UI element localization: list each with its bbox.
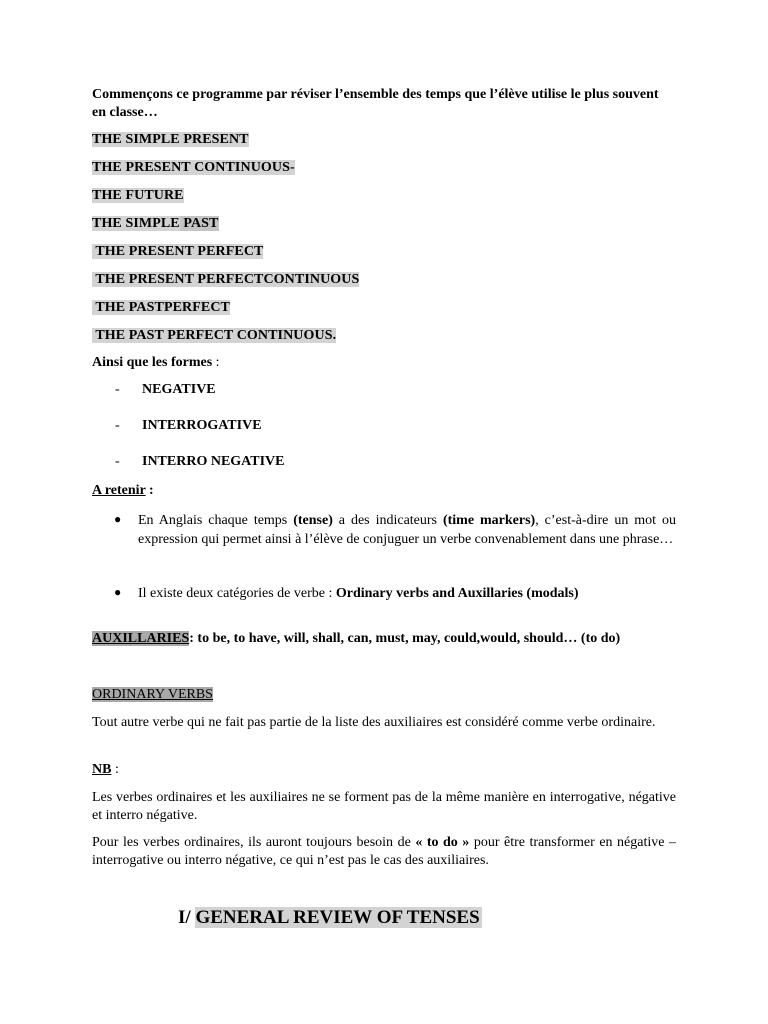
tense-simple-present: THE SIMPLE PRESENT bbox=[92, 132, 249, 147]
bullet-dot: ● bbox=[114, 512, 122, 526]
forms-label: Ainsi que les formes : bbox=[92, 355, 220, 370]
intro-paragraph: Commençons ce programme par réviser l’ensemble des temps que l’élève utilise le plus souvent en classe… bbox=[92, 87, 659, 120]
formation-paragraph: Les verbes ordinaires et les auxiliaires ne se forment pas de la même manière en interrogative, négative et interro négative. bbox=[92, 790, 676, 823]
tense-present-perfect-continuous: THE PRESENT PERFECTCONTINUOUS bbox=[92, 272, 360, 287]
ordinary-verbs-heading: ORDINARY VERBS bbox=[92, 687, 213, 702]
form-interrogative: - INTERROGATIVE bbox=[115, 418, 262, 433]
tense-present-perfect: THE PRESENT PERFECT bbox=[92, 244, 264, 259]
section-heading: I/ GENERAL REVIEW OF TENSES bbox=[178, 907, 480, 928]
bullet-dot: ● bbox=[114, 585, 122, 599]
to-do-paragraph: Pour les verbes ordinaires, ils auront toujours besoin de « to do » pour être transformer en négative –interrogative ou interro négative, ce qui n’est pas le cas des auxiliaires. bbox=[92, 835, 676, 868]
tense-simple-past: THE SIMPLE PAST bbox=[92, 216, 219, 231]
tense-past-perfect-continuous: THE PAST PERFECT CONTINUOUS. bbox=[92, 328, 337, 343]
tense-future: THE FUTURE bbox=[92, 188, 184, 203]
a-retenir-heading: A retenir : bbox=[92, 483, 154, 498]
form-negative: - NEGATIVE bbox=[115, 382, 216, 397]
document-page: Commençons ce programme par réviser l’ensemble des temps que l’élève utilise le plus souvent en classe… THE SIMPLE PRESENT THE PRESENT CONTINUOUS- THE FUTURE THE SIMPLE PAST THE PRESENT PERFECT THE PRESENT PERFECTCONTINUOUS THE PASTPERFECT THE PAST PERFECT CONTINUOUS. Ainsi que les formes : - NEGATIVE - INTERROGATIVE - INTERRO NEGATIVE A retenir : ● En Anglais chaque temps (tense) a des indicateurs (time markers), c’est-à-dire un mot ou expression qui permet ainsi à l’élève de conjuguer un verbe convenablement dans une phrase… ● Il existe deux catégories de verbe : Ordinary verbs and Auxillaries (modals) AUXILLARIES: to be, to have, will, shall, can, must, may, could,would, should… (to do) ORDINARY VERBS Tout autre verbe qui ne fait pas partie de la liste des auxiliaires est considéré comme verbe ordinaire. NB : Les verbes ordinaires et les auxiliaires ne se forment pas de la même manière en interrogative, négative et interro négative. Pour les verbes ordinaires, ils auront toujours besoin de « to do » pour être transformer en négative –interrogative ou interro négative, ce qui n’est pas le cas des auxiliaires. I/ GENERAL REVIEW OF TENSES bbox=[0, 0, 768, 1024]
nb-label: NB : bbox=[92, 762, 119, 777]
form-interro-negative: - INTERRO NEGATIVE bbox=[115, 454, 285, 469]
tense-present-continuous: THE PRESENT CONTINUOUS- bbox=[92, 160, 295, 175]
auxillaries-line: AUXILLARIES: to be, to have, will, shall, can, must, may, could,would, should… (to do) bbox=[92, 631, 621, 646]
ordinary-verbs-paragraph: Tout autre verbe qui ne fait pas partie de la liste des auxiliaires est considéré comme verbe ordinaire. bbox=[92, 715, 656, 730]
tense-past-perfect: THE PASTPERFECT bbox=[92, 300, 230, 315]
